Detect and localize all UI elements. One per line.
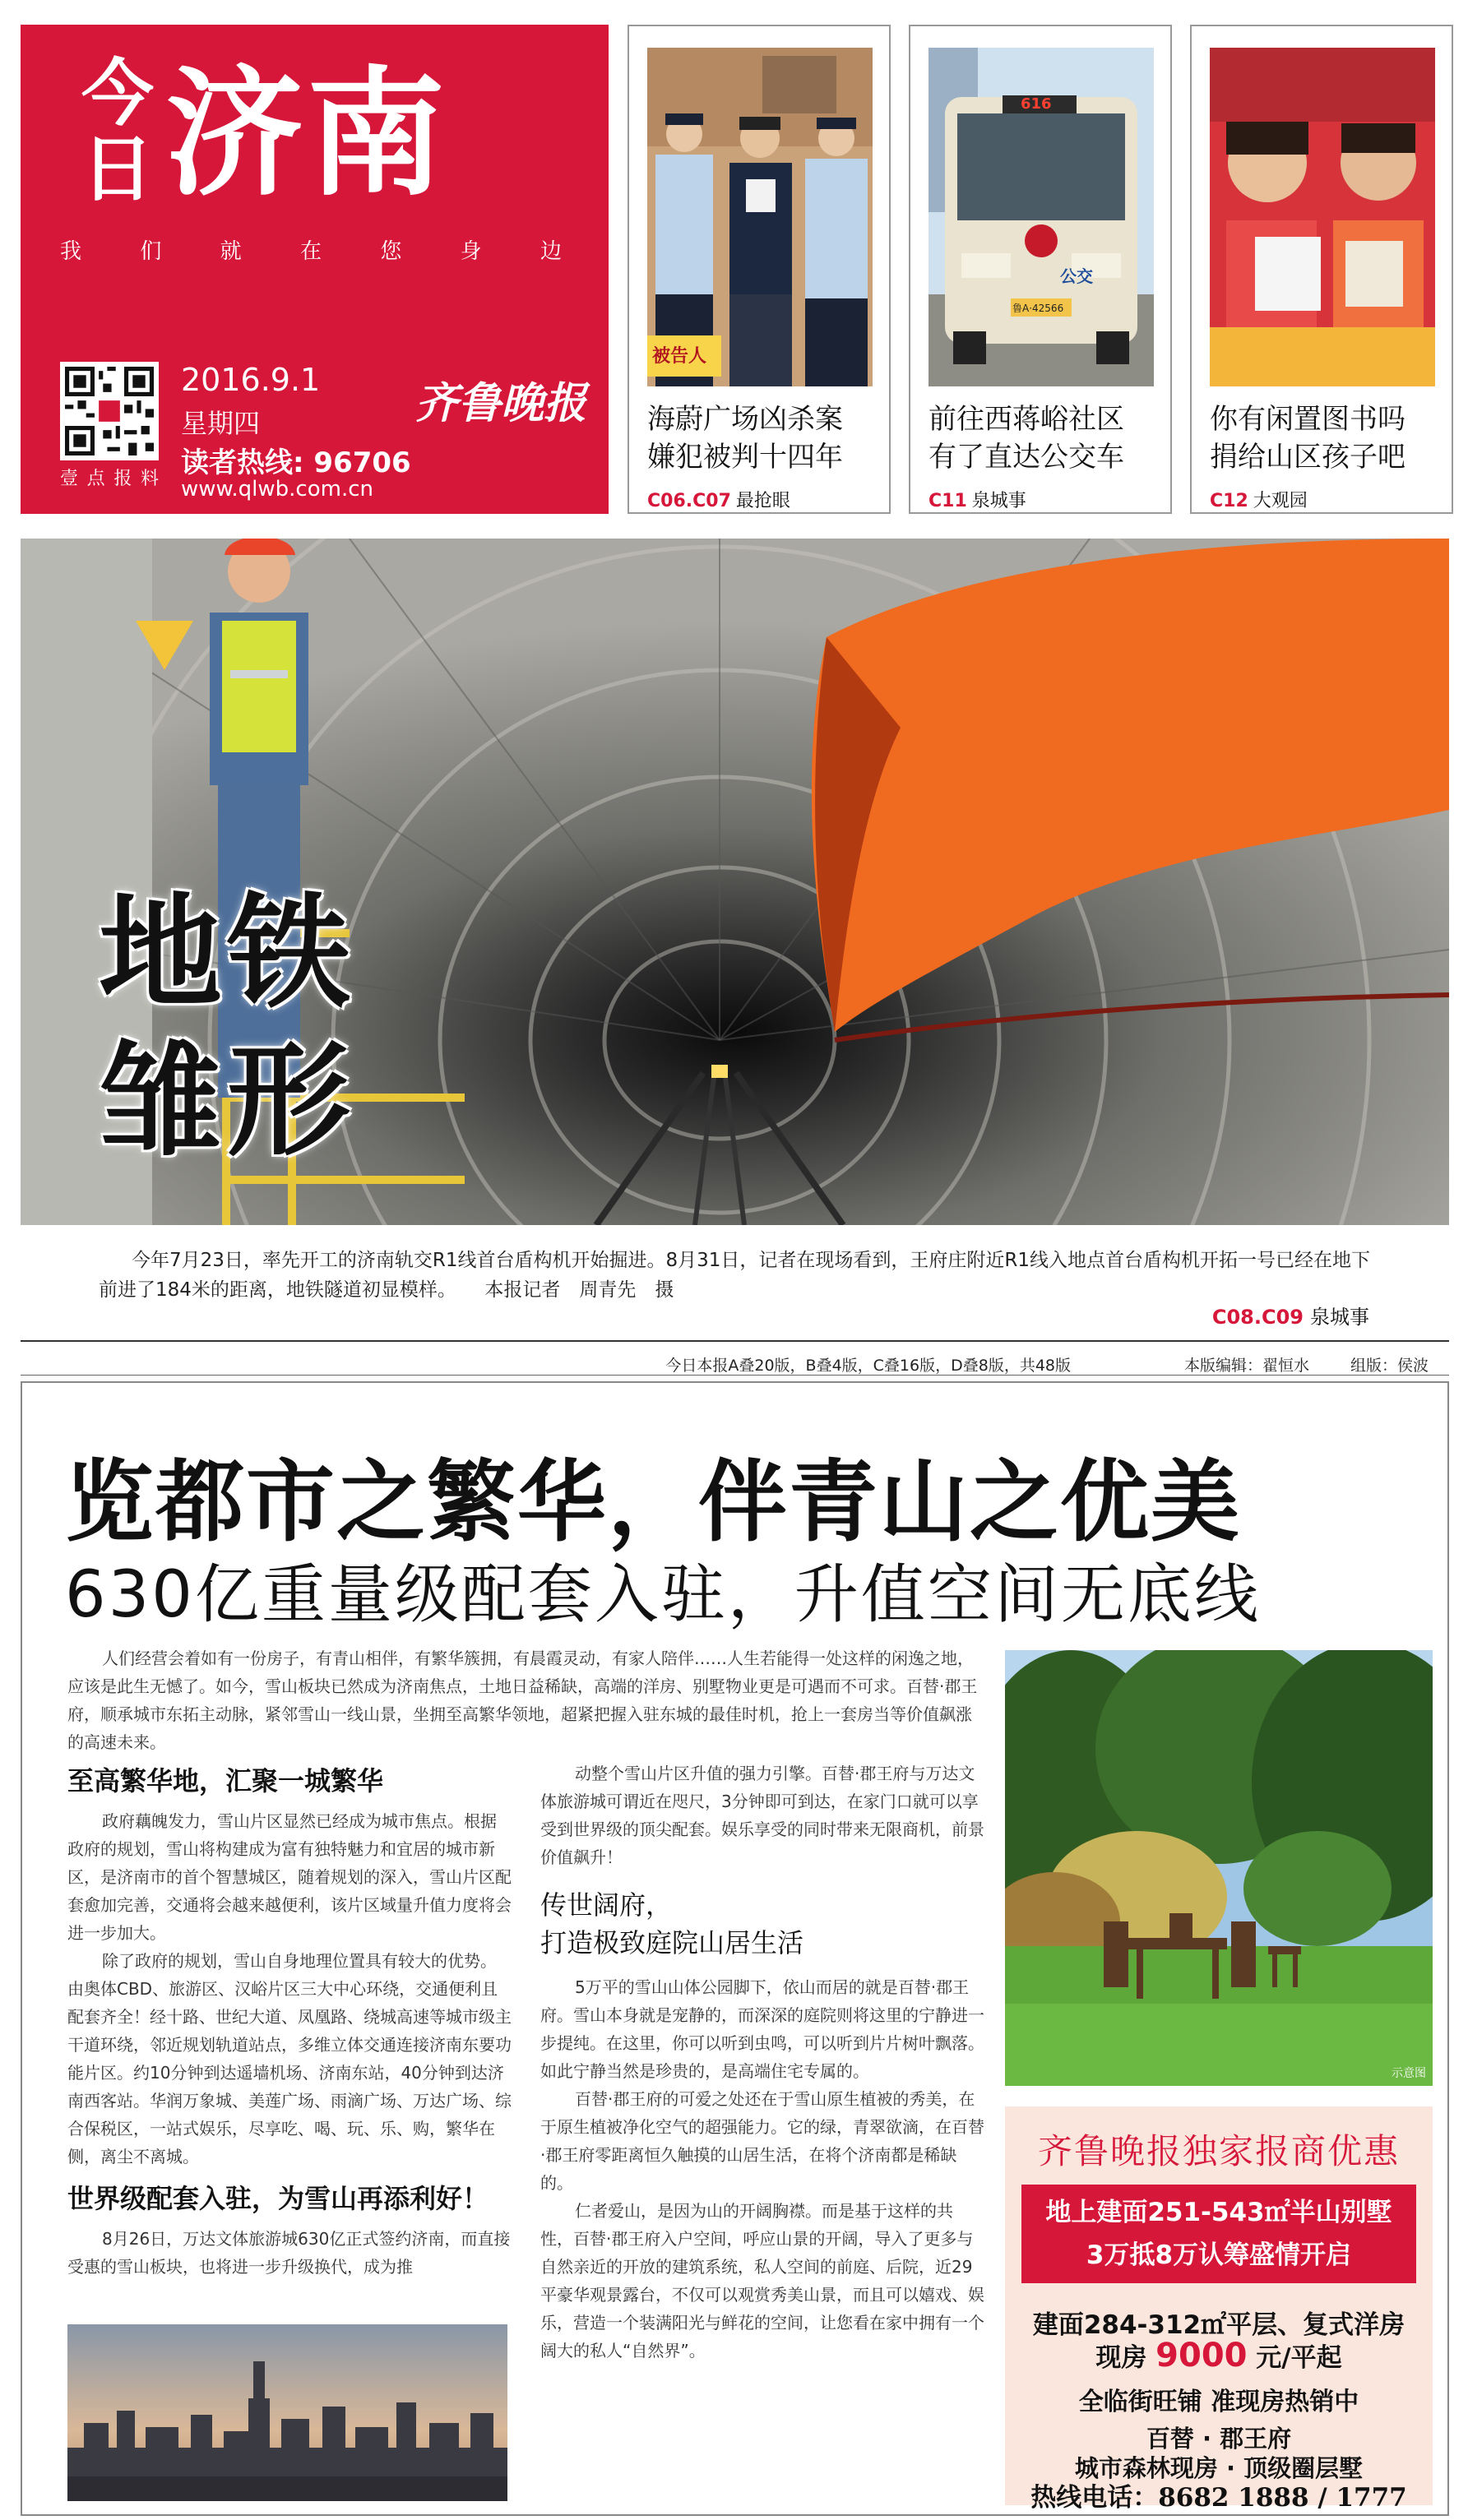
edition-bar [21, 1348, 1449, 1376]
divider [21, 1340, 1449, 1342]
children-photo [1210, 48, 1435, 386]
edition-info: 今日本报A叠20版，B叠4版，C叠16版，D叠8版，共48版 [665, 1357, 1071, 1375]
teaser-bus[interactable] [909, 25, 1172, 514]
promo-box [1005, 2106, 1433, 2513]
bus-photo [928, 48, 1154, 386]
bus-plate: 鲁A·42566 [1012, 303, 1064, 314]
masthead-slogan: 我 们 就 在 您 身 边 [60, 239, 562, 264]
real-estate-ad [21, 1381, 1449, 2516]
bus-route-sign: 616 [1021, 95, 1052, 113]
logo-jinan: 济南 [165, 53, 448, 215]
promo-hotline[interactable]: 热线电话：8682 1888 / 1777 [1030, 2483, 1407, 2513]
promo-line: 全临街旺铺 准现房热销中 [1078, 2388, 1359, 2416]
issue-date: 2016.9.1 [181, 362, 321, 398]
paragraph: 动整个雪山片区升值的强力引擎。百替·郡王府与万达文体旅游城可谓近在咫尺，3分钟即可到达，在家门口就可以享受到世界级的顶尖配套。娱乐享受的同时带来无限商机，前景价值飙升！ [540, 1764, 984, 1867]
photo-caption: 今年7月23日，率先开工的济南轨交R1线首台盾构机开始掘进。8月31日，记者在现场看到，王府庄附近R1线入地点首台盾构机开拓一号已经在地下前进了184米的距离，地铁隧道初显模样。 本报记者 周青先 摄 [99, 1250, 1371, 1301]
promo-price: 现房 9000 元/平起 [1095, 2337, 1342, 2374]
ad-column-2 [540, 1759, 984, 2365]
subway-tunnel-photo [21, 539, 1449, 1225]
teaser-headline: 海蔚广场凶杀案 嫌犯被判十四年 [647, 403, 843, 474]
section-heading: 传世阔府， 打造极致庭院山居生活 [540, 1889, 804, 1958]
ad-subheadline: 630亿重量级配套入驻，升值空间无底线 [65, 1558, 1261, 1632]
paragraph: 除了政府的规划，雪山自身地理位置具有较大的优势。由奥体CBD、旅游区、汉峪片区三大中心环绕，交通便利且配套齐全！经十路、世纪大道、凤凰路、绕城高速等城市级主干道环绕，邻近规划轨道站点，多维立体交通连接济南东要功能片区。约10分钟到达遥墙机场、济南东站，40分钟到达济南西客站。华润万象城、美莲广场、雨滴广场、万达广场、综合保税区，一站式娱乐，尽享吃、喝、玩、乐、购，繁华在侧，离尘不离城。 [67, 1951, 512, 2166]
defendant-sign: 被告人 [652, 346, 707, 367]
ad-column-1 [67, 1759, 512, 2281]
teaser-headline: 你有闲置图书吗 捐给山区孩子吧 [1210, 403, 1405, 474]
layout-info: 组版：侯波 [1350, 1357, 1429, 1375]
logo-jin: 今 日 [81, 51, 154, 211]
paragraph: 百替·郡王府的可爱之处还在于雪山原生植被的秀美，在于原生植被净化空气的超强能力。它的绿，青翠欲滴，在百替·郡王府零距离恒久触摸的山居生活，在将个济南都是稀缺的。 [540, 2089, 984, 2193]
city-skyline-photo [67, 2324, 507, 2501]
court-photo [647, 48, 873, 386]
teaser-pageref: C06.C07 最抢眼 [647, 491, 790, 511]
divider [21, 1375, 1449, 1376]
promo-line: 百替 · 郡王府 [1146, 2425, 1292, 2453]
issue-weekday: 星期四 [181, 408, 261, 439]
paragraph: 8月26日，万达文体旅游城630亿正式签约济南，而直接受惠的雪山板块，也将进一步升级换代，成为推 [67, 2229, 511, 2277]
photo-title: 地铁 雏形 [99, 882, 356, 1173]
ad-intro: 人们经营会着如有一份房子，有青山相伴，有繁华簇拥，有晨霞灵动，有家人陪伴……人生若能得一处这样的闲逸之地，应该是此生无憾了。如今，雪山板块已然成为济南焦点，土地日益稀缺，高端的洋房、别墅物业更是可遇而不可求。百替·郡王府，顺承城市东拓主动脉，紧邻雪山一线山景，坐拥至高繁华领地，超紧把握入驻东城的最佳时机，抢上一套房当等价值飙涨的高速未来。 [67, 1648, 978, 1752]
masthead-logo [60, 51, 586, 220]
promo-line: 城市森林现房 · 顶级圈层墅 [1074, 2454, 1364, 2482]
promo-highlight: 地上建面251-543㎡半山别墅 3万抵8万认筹盛情开启 [1021, 2185, 1416, 2283]
promo-line: 建面284-312㎡平层、复式洋房 [1032, 2310, 1405, 2340]
paragraph: 5万平的雪山山体公园脚下，依山而居的就是百替·郡王府。雪山本身就是宠静的，而深深的庭院则将这里的宁静进一步提纯。在这里，你可以听到虫鸣，可以听到片片树叶飘落。如此宁静当然是珍贵的，是高端住宅专属的。 [540, 1977, 984, 2081]
image-credit: 示意图 [1392, 2067, 1426, 2080]
qr-label: 壹 点 报 料 [60, 469, 159, 489]
paragraph: 仁者爱山，是因为山的开阔胸襟。而是基于这样的共性，百替·郡王府入户空间，呼应山景的开阔，导入了更多与自然亲近的开放的建筑系统，私人空间的前庭、后院，近29平豪华观景露台，不仅可以观赏秀美山景，而且可以嬉戏、娱乐，营造一个装满阳光与鲜花的空间，让您看在家中拥有一个阔大的私人“自然界”。 [540, 2201, 984, 2360]
masthead [21, 25, 609, 514]
paragraph: 政府藕魄发力，雪山片区显然已经成为城市焦点。根据政府的规划，雪山将构建成为富有独特魅力和宜居的城市新区，是济南市的首个智慧城区，随着规划的深入，雪山片区配套愈加完善，交通将会越来越便利，该片区域量升值力度将会进一步加大。 [67, 1811, 512, 1943]
website-link[interactable]: www.qlwb.com.cn [181, 477, 373, 502]
newspaper-logo: 齐鲁晚报 [415, 378, 587, 428]
teaser-court[interactable] [627, 25, 891, 514]
section-heading: 至高繁华地，汇聚一城繁华 [67, 1765, 384, 1796]
promo-title: 齐鲁晚报独家报商优惠 [1037, 2131, 1400, 2171]
qr-code-icon[interactable] [60, 362, 159, 460]
editor-info: 本版编辑：翟恒水 [1183, 1357, 1309, 1375]
teaser-books[interactable] [1190, 25, 1453, 514]
ad-headline: 览都市之繁华，伴青山之优美 [65, 1451, 1242, 1554]
section-heading: 世界级配套入驻，为雪山再添利好！ [67, 2183, 489, 2214]
teaser-pageref: C11 泉城事 [928, 491, 1026, 511]
teaser-headline: 前往西蒋峪社区 有了直达公交车 [928, 403, 1124, 474]
teaser-pageref: C12 大观园 [1210, 491, 1308, 511]
garden-photo [1005, 1650, 1433, 2086]
photo-pageref: C08.C09 泉城事 [1211, 1306, 1369, 1329]
reader-hotline: 读者热线: 96706 [181, 446, 411, 479]
bus-brand: 公交 [1060, 266, 1093, 286]
